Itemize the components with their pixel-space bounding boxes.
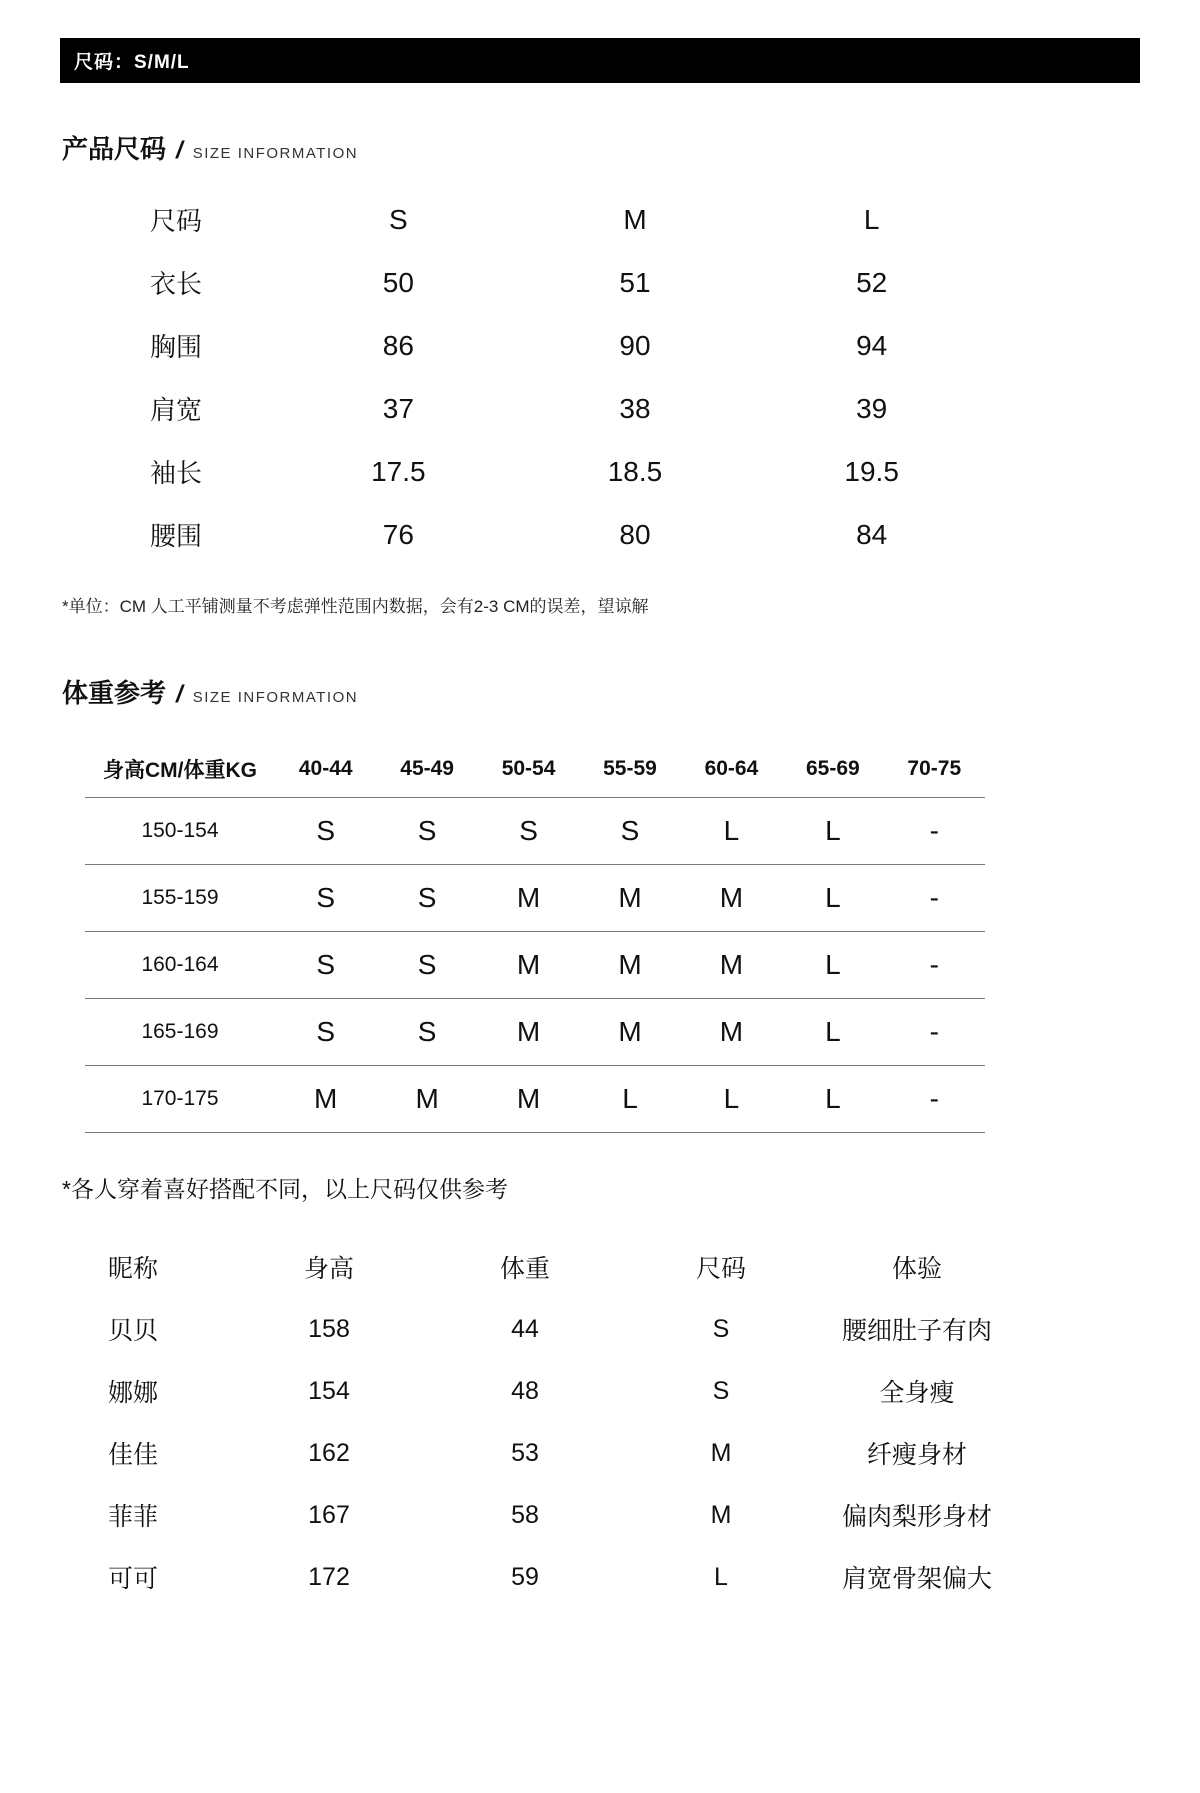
cell-value: 90	[619, 329, 651, 361]
cell-value: L	[825, 1016, 841, 1047]
cell-value: 162	[308, 1438, 350, 1467]
cell-value: 58	[511, 1500, 539, 1529]
section-product-size	[62, 129, 1200, 166]
cell-value: S	[417, 815, 437, 846]
table-row	[35, 1546, 1015, 1608]
column-header: 昵称	[107, 1255, 158, 1283]
cell-value: 76	[382, 518, 414, 550]
cell-value: S	[316, 882, 336, 913]
table-row	[35, 1484, 1015, 1546]
cell-value: 37	[382, 392, 414, 424]
cell-value: 佳佳	[107, 1441, 158, 1469]
column-header: 65-69	[805, 756, 860, 780]
cell-value: 18.5	[607, 455, 663, 487]
cell-value: 38	[619, 392, 651, 424]
size-banner-label: 尺码：S/M/L	[74, 52, 190, 73]
row-label: 肩宽	[150, 395, 203, 425]
column-header: 体验	[891, 1255, 942, 1283]
preference-note: *各人穿着喜好搭配不同，以上尺码仅供参考	[62, 1176, 508, 1202]
cell-value: L	[622, 1083, 638, 1114]
cell-value: M	[719, 1016, 744, 1047]
cell-value: 44	[511, 1314, 539, 1343]
row-label: 袖长	[150, 458, 203, 488]
cell-value: S	[712, 1376, 730, 1405]
cell-value: 172	[308, 1562, 350, 1591]
table-row	[85, 1066, 985, 1133]
table-row	[110, 503, 990, 566]
cell-value: M	[719, 949, 744, 980]
cell-value: M	[516, 949, 541, 980]
cell-value: 53	[511, 1438, 539, 1467]
column-header: 身高	[303, 1255, 354, 1283]
row-label: 腰围	[150, 521, 203, 551]
column-header: 体重	[499, 1255, 550, 1283]
table-row	[35, 1422, 1015, 1484]
cell-value: M	[710, 1500, 732, 1529]
cell-value: M	[516, 1016, 541, 1047]
cell-value: S	[417, 1016, 437, 1047]
row-label: 170-175	[141, 1087, 219, 1110]
section-subtitle: SIZE INFORMATION	[192, 145, 359, 162]
section-weight-reference	[62, 673, 1200, 710]
cell-value: M	[618, 1016, 642, 1047]
cell-value: 偏肉梨形身材	[841, 1503, 992, 1531]
product-size-table	[110, 188, 990, 566]
table-row	[35, 1298, 1015, 1360]
size-banner	[60, 38, 1140, 83]
cell-value: -	[929, 815, 939, 846]
cell-value: 158	[308, 1314, 350, 1343]
cell-value: 84	[856, 518, 888, 550]
cell-value: L	[825, 882, 841, 913]
tryon-feedback-table	[35, 1236, 1015, 1608]
cell-value: 48	[511, 1376, 539, 1405]
cell-value: 94	[856, 329, 888, 361]
cell-value: M	[618, 949, 642, 980]
table-row	[35, 1360, 1015, 1422]
section-divider: /	[176, 681, 183, 708]
cell-value: S	[316, 949, 336, 980]
cell-value: M	[719, 882, 744, 913]
cell-value: 贝贝	[107, 1317, 158, 1345]
table-row	[110, 314, 990, 377]
cell-value: 娜娜	[107, 1379, 158, 1407]
table-row	[110, 377, 990, 440]
cell-value: S	[316, 815, 336, 846]
section-title: 产品尺码	[62, 134, 167, 164]
cell-value: 19.5	[844, 455, 899, 487]
row-label: 尺码	[150, 206, 203, 236]
cell-value: 39	[856, 392, 888, 424]
cell-value: 167	[308, 1500, 350, 1529]
cell-value: 50	[382, 266, 414, 298]
cell-value: L	[723, 1083, 740, 1114]
measurement-note: *单位：CM 人工平铺测量不考虑弹性范围内数据，会有2-3 CM的误差，望谅解	[62, 597, 649, 616]
table-header-row	[85, 740, 985, 798]
cell-value: S	[388, 203, 408, 235]
section-title: 体重参考	[62, 678, 167, 708]
section-divider: /	[176, 137, 183, 164]
cell-value: 80	[619, 518, 651, 550]
row-label: 胸围	[150, 332, 203, 362]
cell-value: 纤瘦身材	[866, 1441, 967, 1469]
weight-reference-table	[85, 740, 985, 1133]
table-row	[85, 999, 985, 1066]
cell-value: -	[929, 949, 939, 980]
cell-value: 全身瘦	[879, 1379, 955, 1407]
table-row	[110, 251, 990, 314]
section-subtitle: SIZE INFORMATION	[192, 689, 359, 706]
cell-value: S	[712, 1314, 730, 1343]
cell-value: 52	[856, 266, 888, 298]
cell-value: 154	[308, 1376, 350, 1405]
cell-value: -	[929, 1016, 939, 1047]
cell-value: S	[316, 1016, 336, 1047]
cell-value: 86	[382, 329, 414, 361]
cell-value: L	[825, 815, 841, 846]
row-label: 160-164	[141, 953, 219, 976]
cell-value: 菲菲	[107, 1503, 158, 1531]
cell-value: M	[516, 882, 541, 913]
column-header: 60-64	[704, 756, 759, 780]
column-header: 45-49	[400, 756, 454, 780]
column-header: 尺码	[695, 1255, 746, 1283]
table-row	[110, 188, 990, 251]
table-row	[85, 865, 985, 932]
cell-value: M	[618, 882, 642, 913]
cell-value: S	[417, 882, 437, 913]
cell-value: M	[710, 1438, 732, 1467]
column-header: 55-59	[603, 756, 657, 780]
cell-value: L	[863, 203, 880, 235]
cell-value: L	[825, 1083, 841, 1114]
cell-value: 59	[511, 1562, 539, 1591]
column-header: 50-54	[501, 756, 556, 780]
cell-value: M	[415, 1083, 439, 1114]
cell-value: S	[519, 815, 538, 846]
cell-value: S	[417, 949, 437, 980]
row-label: 衣长	[150, 269, 203, 299]
table-row	[110, 440, 990, 503]
cell-value: -	[929, 1083, 939, 1114]
table-row	[85, 932, 985, 999]
column-header: 身高CM/体重KG	[103, 758, 257, 782]
cell-value: L	[714, 1562, 728, 1591]
cell-value: L	[723, 815, 740, 846]
cell-value: S	[620, 815, 640, 846]
row-label: 155-159	[141, 886, 219, 909]
table-row	[85, 798, 985, 865]
cell-value: M	[516, 1083, 541, 1114]
cell-value: 51	[619, 266, 651, 298]
cell-value: 可可	[107, 1565, 158, 1593]
cell-value: 腰细肚子有肉	[841, 1317, 992, 1345]
cell-value: 17.5	[371, 455, 426, 487]
table-header-row	[35, 1236, 1015, 1298]
cell-value: -	[929, 882, 939, 913]
column-header: 40-44	[298, 756, 353, 780]
cell-value: 肩宽骨架偏大	[841, 1565, 992, 1593]
cell-value: L	[825, 949, 841, 980]
column-header: 70-75	[907, 756, 962, 780]
row-label: 165-169	[141, 1020, 219, 1043]
cell-value: M	[314, 1083, 338, 1114]
cell-value: M	[623, 203, 647, 235]
row-label: 150-154	[141, 819, 219, 842]
